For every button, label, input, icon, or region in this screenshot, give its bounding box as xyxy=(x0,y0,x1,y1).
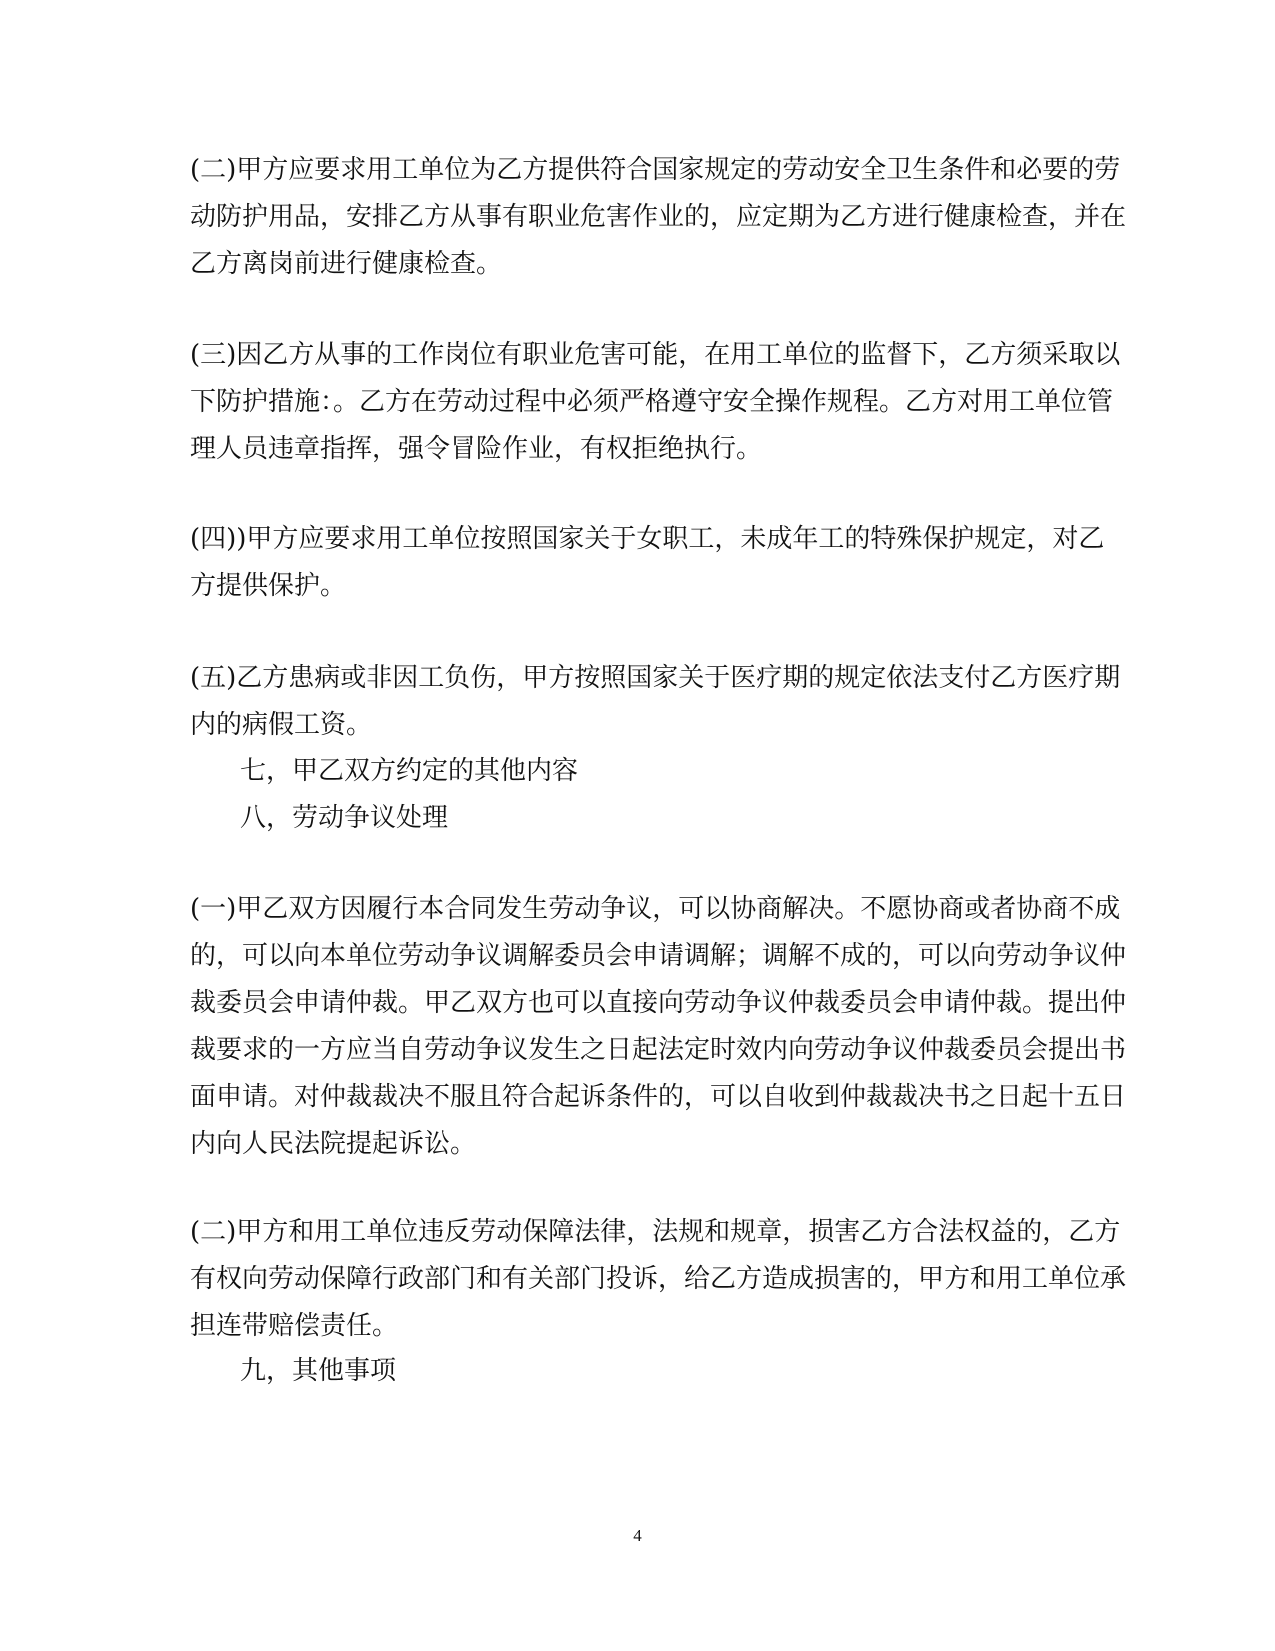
section-heading-9: 九，其他事项 xyxy=(240,1356,397,1386)
text-line: 内向人民法院提起诉讼。 xyxy=(190,1129,477,1159)
paragraph-labor-protection-5 xyxy=(190,655,1121,749)
text-line: 内的病假工资。 xyxy=(190,710,373,740)
text-line: 动防护用品，安排乙方从事有职业危害作业的，应定期为乙方进行健康检查，并在 xyxy=(190,202,1127,232)
text-line: (二)甲方应要求用工单位为乙方提供符合国家规定的劳动安全卫生条件和必要的劳 xyxy=(190,155,1121,185)
section-heading-7: 七，甲乙双方约定的其他内容 xyxy=(240,756,579,786)
text-line: (一)甲乙双方因履行本合同发生劳动争议，可以协商解决。不愿协商或者协商不成 xyxy=(190,894,1121,924)
paragraph-dispute-2 xyxy=(190,1209,1127,1350)
paragraph-dispute-1 xyxy=(190,886,1127,1168)
text-line: 裁委员会申请仲裁。甲乙双方也可以直接向劳动争议仲裁委员会申请仲裁。提出仲 xyxy=(190,988,1127,1018)
text-line: (二)甲方和用工单位违反劳动保障法律，法规和规章，损害乙方合法权益的，乙方 xyxy=(190,1217,1121,1247)
text-line: (四))甲方应要求用工单位按照国家关于女职工，未成年工的特殊保护规定，对乙 xyxy=(190,524,1105,554)
text-line: 裁要求的一方应当自劳动争议发生之日起法定时效内向劳动争议仲裁委员会提出书 xyxy=(190,1035,1127,1065)
text-line: 的，可以向本单位劳动争议调解委员会申请调解；调解不成的，可以向劳动争议仲 xyxy=(190,941,1127,971)
text-line: 乙方离岗前进行健康检查。 xyxy=(190,249,503,279)
text-line: 担连带赔偿责任。 xyxy=(190,1311,399,1341)
text-line: 有权向劳动保障行政部门和有关部门投诉，给乙方造成损害的，甲方和用工单位承 xyxy=(190,1264,1127,1294)
text-line: (五)乙方患病或非因工负伤，甲方按照国家关于医疗期的规定依法支付乙方医疗期 xyxy=(190,663,1121,693)
text-line: 下防护措施：。乙方在劳动过程中必须严格遵守安全操作规程。乙方对用工单位管 xyxy=(190,387,1114,417)
page-number: 4 xyxy=(633,1526,642,1545)
text-line: 理人员违章指挥，强令冒险作业，有权拒绝执行。 xyxy=(190,434,763,464)
text-line: 方提供保护。 xyxy=(190,571,347,601)
text-line: 面申请。对仲裁裁决不服且符合起诉条件的，可以自收到仲裁裁决书之日起十五日 xyxy=(190,1082,1127,1112)
paragraph-labor-protection-4 xyxy=(190,516,1105,610)
text-line: (三)因乙方从事的工作岗位有职业危害可能，在用工单位的监督下，乙方须采取以 xyxy=(190,340,1121,370)
section-heading-8: 八，劳动争议处理 xyxy=(240,803,449,833)
paragraph-labor-protection-3 xyxy=(190,332,1121,473)
paragraph-labor-protection-2 xyxy=(190,147,1127,288)
